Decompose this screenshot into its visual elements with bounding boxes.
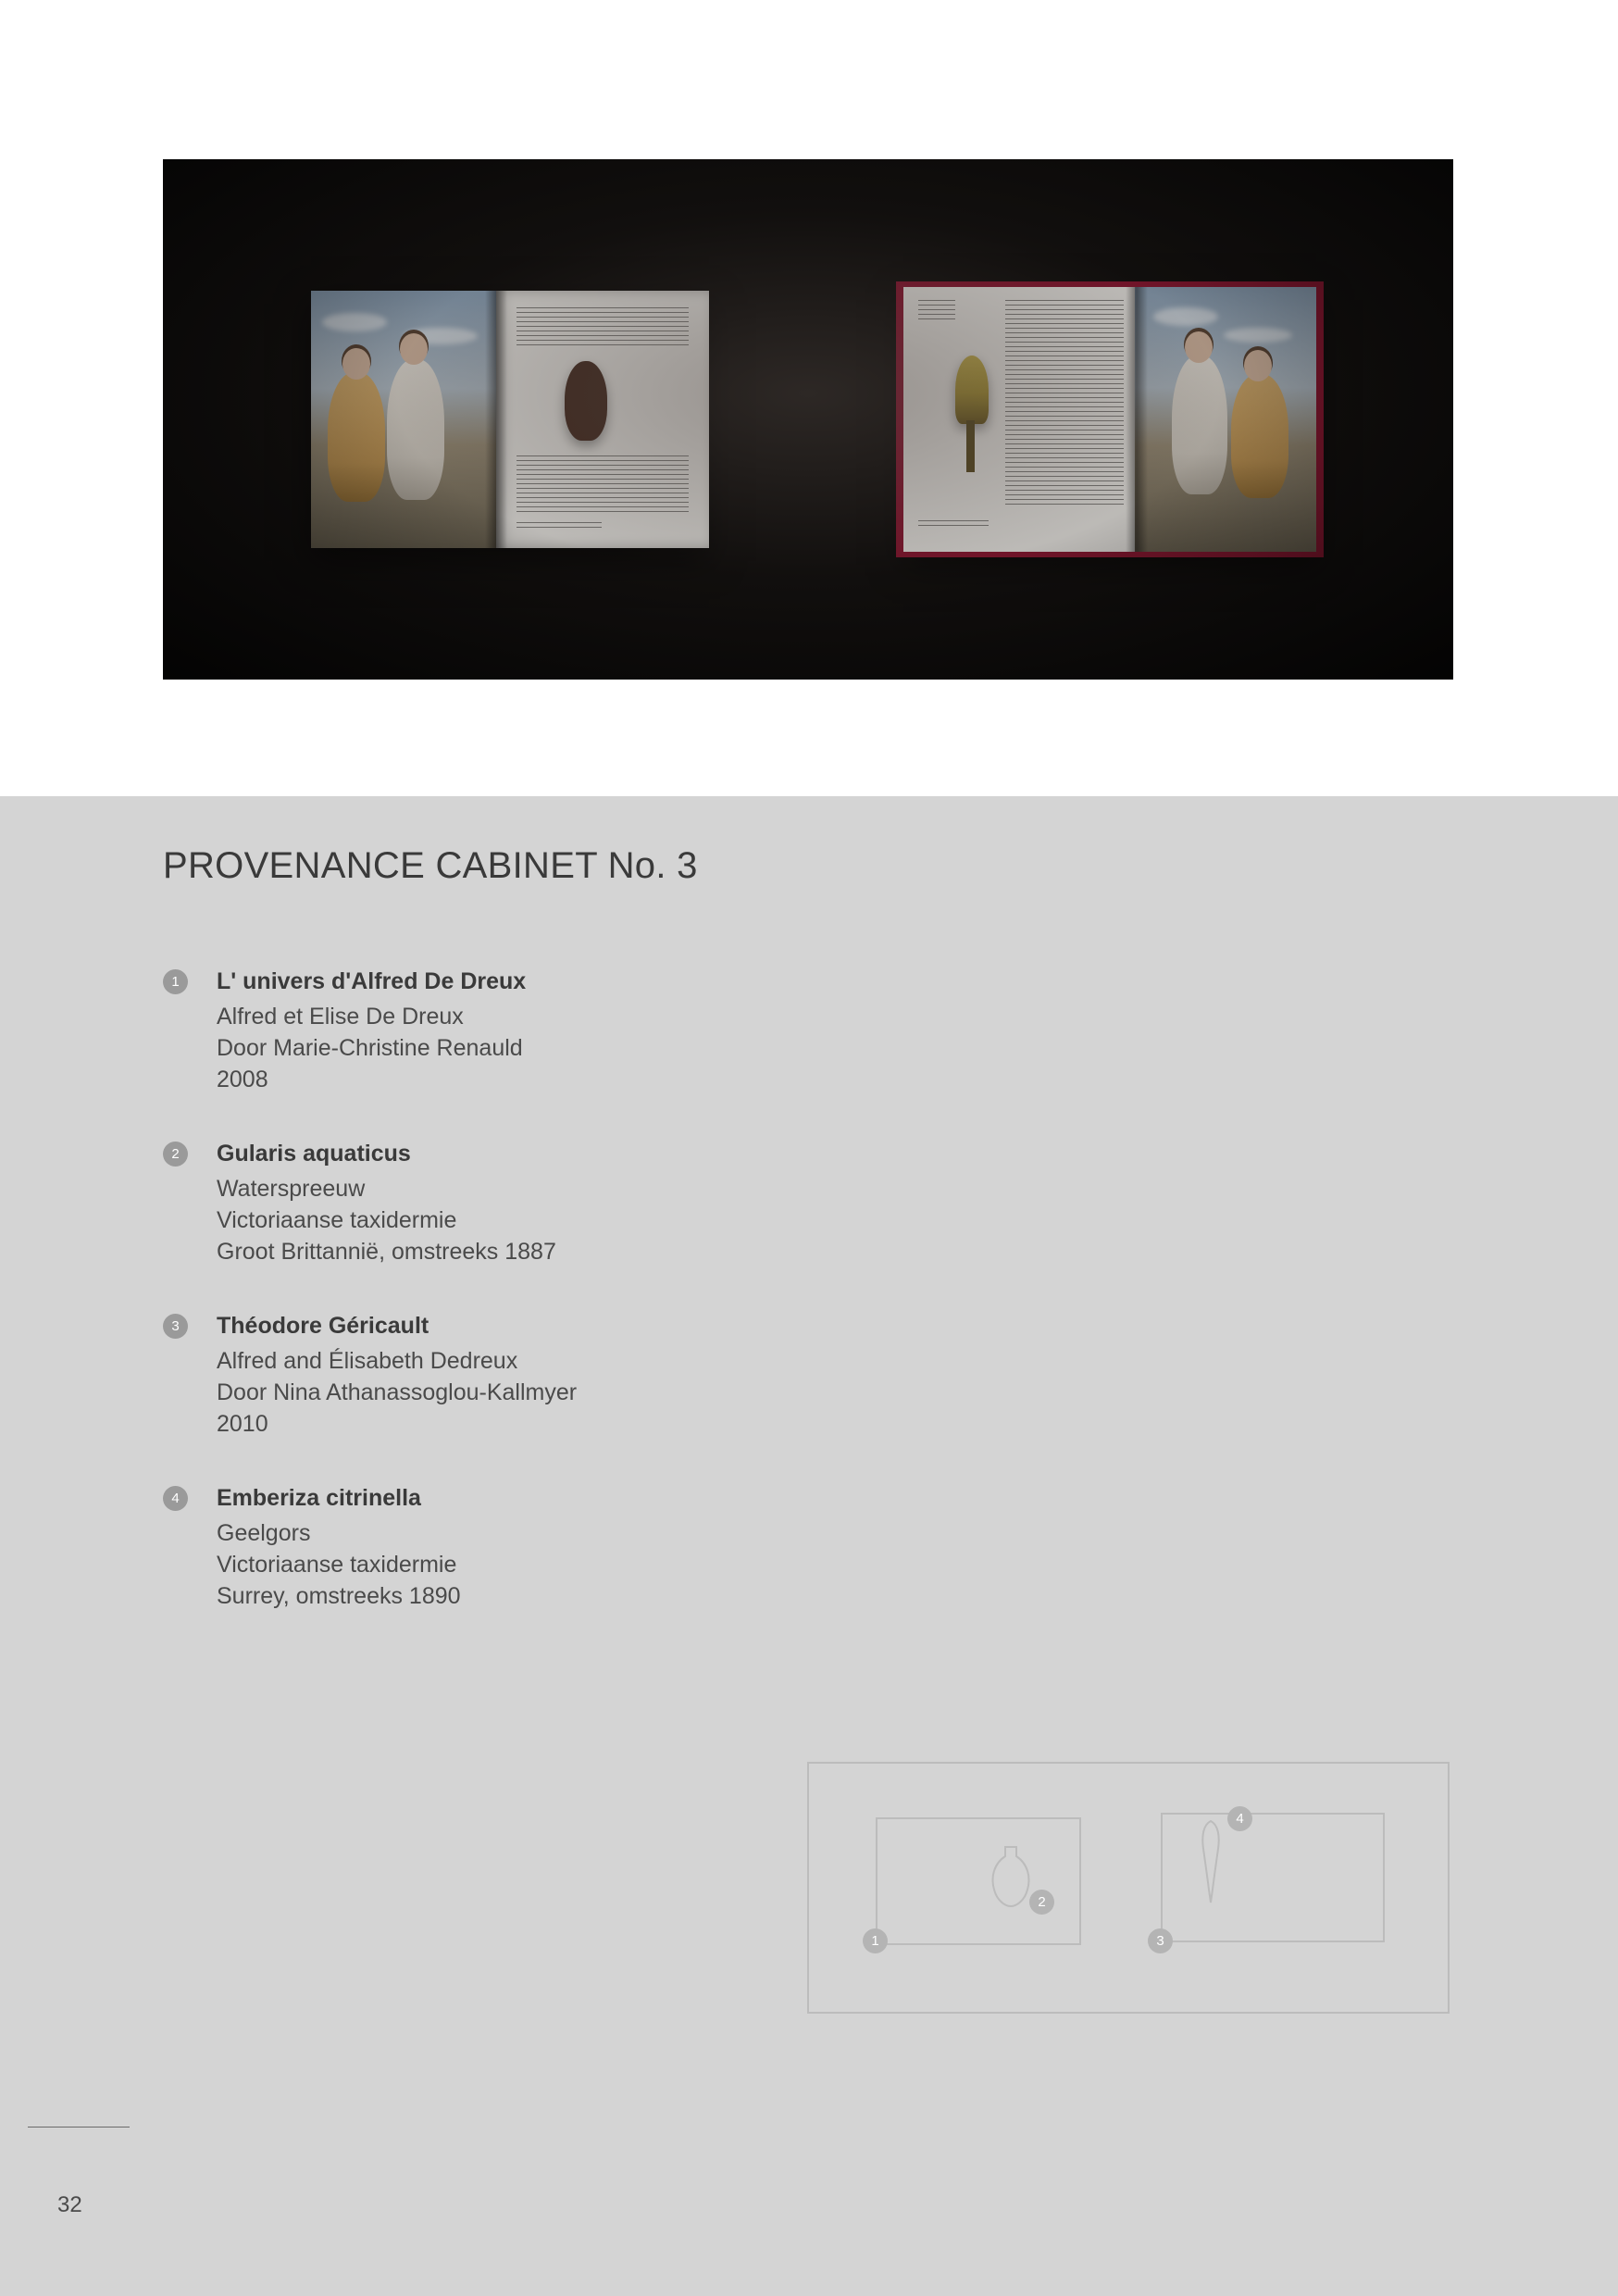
entry-marker-2: 2: [163, 1142, 188, 1167]
cabinet-floor-plan: [807, 1762, 1450, 2014]
bird-icon: [1194, 1817, 1227, 1906]
entry-line: 2010: [217, 1411, 268, 1437]
provenance-list: [163, 966, 996, 1654]
exhibition-photograph: [163, 159, 1453, 680]
entry-line: Door Marie-Christine Renauld: [217, 1035, 523, 1061]
photo-vignette: [163, 159, 1453, 680]
footer-rule: [28, 2127, 130, 2128]
plan-marker-2: 2: [1029, 1890, 1054, 1915]
entry-line: Victoriaanse taxidermie: [217, 1207, 457, 1233]
entry-marker-4: 4: [163, 1486, 188, 1511]
list-item: [163, 1482, 996, 1612]
entry-line: Victoriaanse taxidermie: [217, 1552, 457, 1578]
photo-area: [0, 0, 1618, 796]
plan-marker-3: 3: [1148, 1928, 1173, 1953]
entry-line: Groot Brittannië, omstreeks 1887: [217, 1239, 556, 1265]
plan-marker-1: 1: [863, 1928, 888, 1953]
entry-title: L' univers d'Alfred De Dreux: [217, 968, 527, 994]
entry-title: Théodore Géricault: [217, 1313, 429, 1339]
list-item: [163, 1310, 996, 1440]
entry-title: Gularis aquaticus: [217, 1141, 411, 1167]
entry-title: Emberiza citrinella: [217, 1485, 421, 1511]
entry-line: Alfred et Elise De Dreux: [217, 1004, 464, 1029]
entry-line: Alfred and Élisabeth Dedreux: [217, 1348, 518, 1374]
plan-marker-4: 4: [1227, 1806, 1252, 1831]
provenance-panel: [0, 796, 1618, 2296]
entry-line: Geelgors: [217, 1520, 311, 1546]
entry-line: Door Nina Athanassoglou-Kallmyer: [217, 1379, 578, 1405]
entry-line: 2008: [217, 1067, 268, 1092]
entry-marker-1: 1: [163, 969, 188, 994]
plan-case-left: [876, 1817, 1081, 1945]
page-title: PROVENANCE CABINET No. 3: [163, 845, 698, 886]
entry-marker-3: 3: [163, 1314, 188, 1339]
page-number: 32: [57, 2192, 82, 2217]
entry-line: Waterspreeuw: [217, 1176, 366, 1202]
entry-line: Surrey, omstreeks 1890: [217, 1583, 461, 1609]
list-item: [163, 966, 996, 1095]
list-item: [163, 1138, 996, 1267]
